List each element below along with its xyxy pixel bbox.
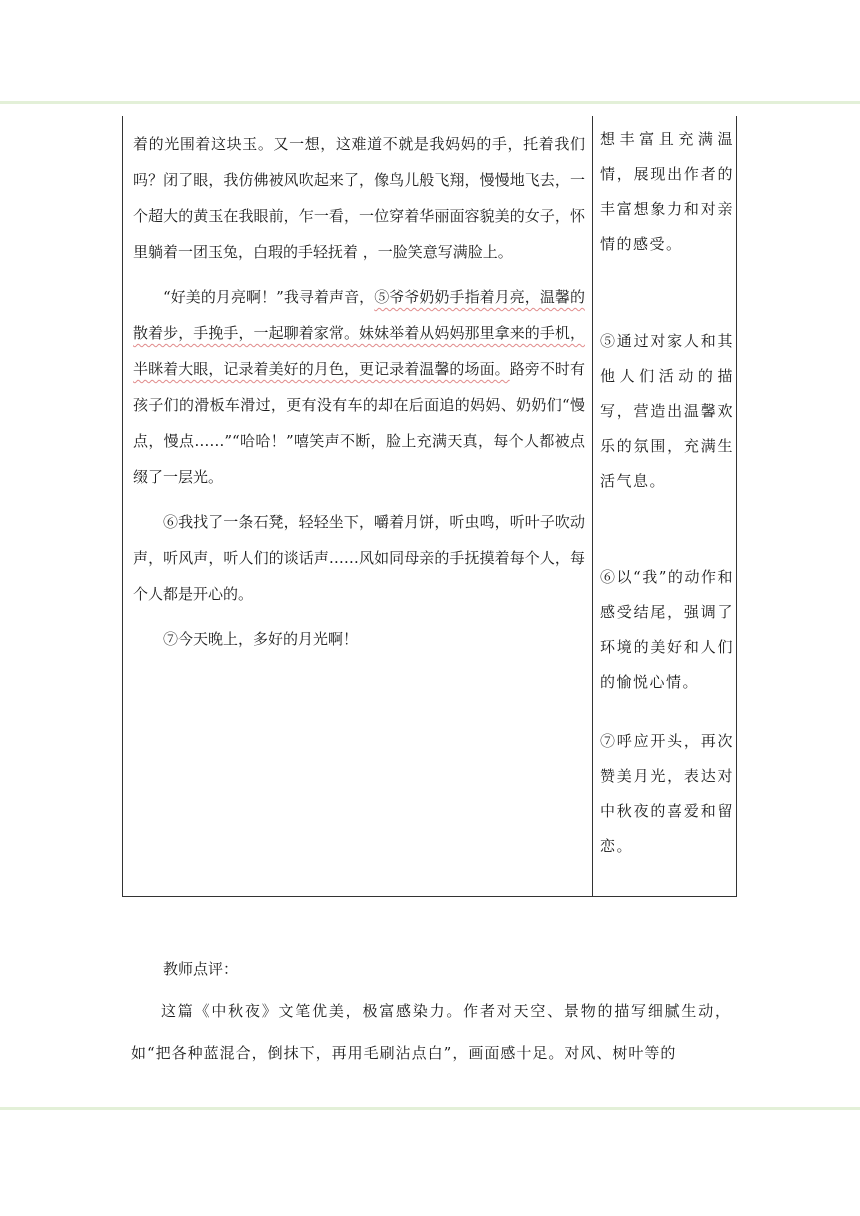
essay-column xyxy=(133,126,585,666)
annotation-4-continued: 想丰富且充满温情，展现出作者的丰富想象力和对亲情的感受。 xyxy=(600,130,734,253)
teacher-comment xyxy=(131,948,731,1074)
essay-paragraph-1: 着的光围着这块玉。又一想，这难道不就是我妈妈的手，托着我们吗？闭了眼，我仿佛被风吹起来了，像鸟儿般飞翔，慢慢地飞去，一个超大的黄玉在我眼前，乍一看，一位穿着华丽面容貌美的女子，怀里躺着一团玉兔，白瑕的手轻抚着 ，一脸笑意写满脸上。 xyxy=(133,135,585,261)
essay-p2-rest: 路旁不时有孩子们的滑板车滑过，更有没有车的却在后面追的妈妈、奶奶们“慢点，慢点……”“哈哈！”嘻笑声不断，脸上充满天真，每个人都被点缀了一层光。 xyxy=(133,360,585,486)
header-divider xyxy=(0,101,860,104)
teacher-comment-body: 这篇《中秋夜》文笔优美，极富感染力。作者对天空、景物的描写细腻生动，如“把各种蓝混合，倒抹下，再用毛刷沾点白”，画面感十足。对风、树叶等的 xyxy=(131,1002,731,1062)
annotation-6: ⑥以“我”的动作和感受结尾，强调了环境的美好和人们的愉悦心情。 xyxy=(600,568,734,691)
essay-p2-highlight: ⑤爷爷奶奶手指着月亮，温馨的散着步，手挽手，一起聊着家常。妹妹举着从妈妈那里拿来的手机，半眯着大眼，记录着美好的月色，更记录着温馨的场面。 xyxy=(133,288,585,378)
footer-divider xyxy=(0,1107,860,1110)
teacher-comment-heading: 教师点评： xyxy=(163,960,239,978)
column-divider xyxy=(592,116,593,896)
essay-paragraph-3: ⑥我找了一条石凳，轻轻坐下，嚼着月饼，听虫鸣，听叶子吹动声，听风声，听人们的谈话声……风如同母亲的手抚摸着每个人，每个人都是开心的。 xyxy=(133,513,585,603)
annotation-7: ⑦呼应开头，再次赞美月光，表达对中秋夜的喜爱和留恋。 xyxy=(600,732,734,855)
essay-paragraph-2 xyxy=(133,279,585,495)
essay-paragraph-4: ⑦今天晚上，多好的月光啊！ xyxy=(163,630,359,648)
essay-p2-intro: “好美的月亮啊！”我寻着声音， xyxy=(163,288,375,306)
essay-annotation-table xyxy=(122,116,737,897)
annotation-5: ⑤通过对家人和其他人们活动的描写，营造出温馨欢乐的氛围，充满生活气息。 xyxy=(600,332,734,490)
